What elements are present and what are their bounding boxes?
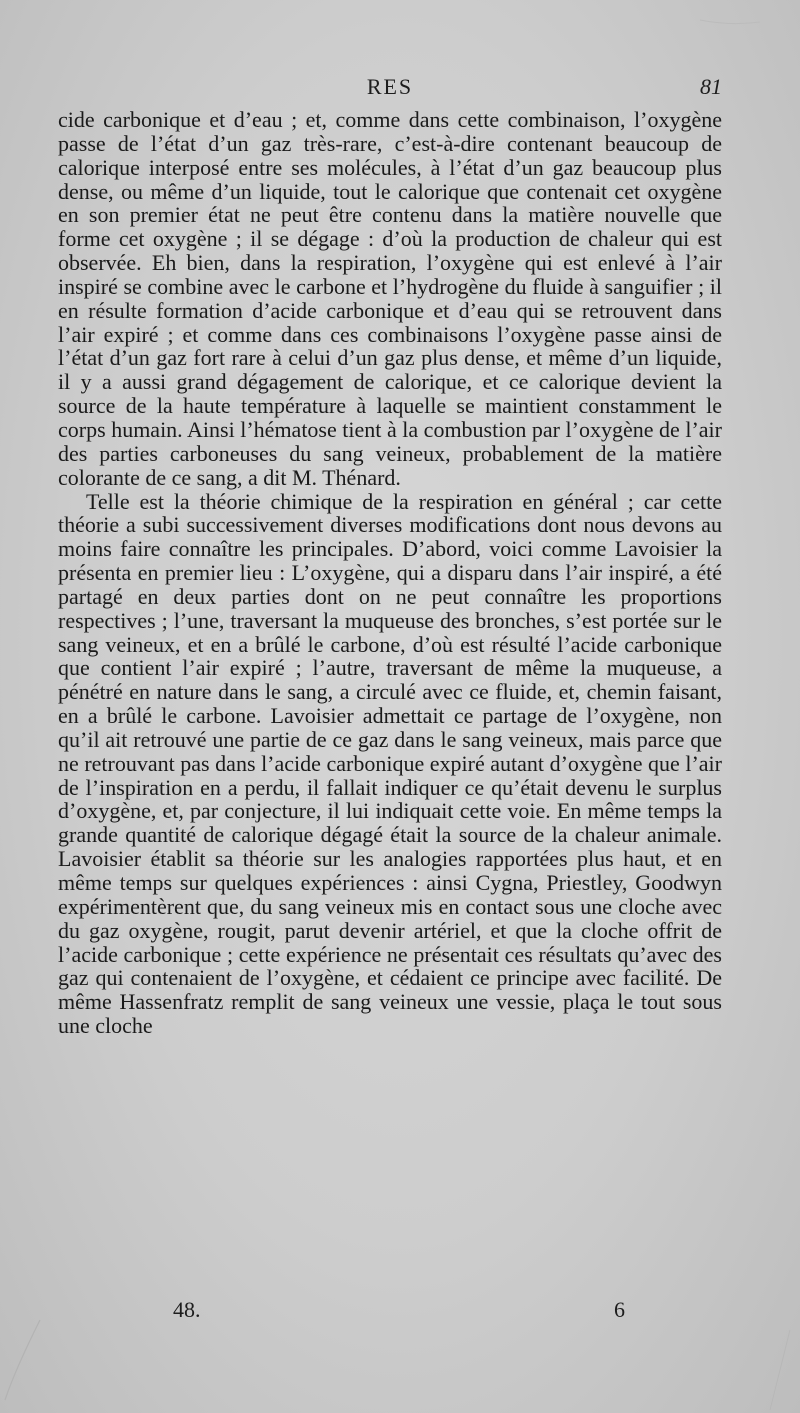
running-head: RES — [366, 74, 414, 99]
page-footer — [58, 1297, 722, 1327]
page-number: 81 — [700, 74, 722, 99]
signature-mark-left: 48. — [173, 1297, 201, 1322]
body-text — [58, 108, 722, 1038]
page-header — [58, 74, 722, 104]
signature-mark-right: 6 — [614, 1297, 625, 1322]
paragraph-1: cide carbonique et d’eau ; et, comme dans cette combinaison, l’oxygène passe de l’état d’un gaz très-rare, c’est-à-dire contenant beaucoup de calorique interposé entre ses molécules, à l’état d’un gaz beaucoup plus dense, ou même d’un liquide, tout le calorique que contenait cet oxygène en son premier état ne peut être contenu dans la matière nouvelle que forme cet oxygène ; il se dégage : d’où la production de chaleur qui est observée. Eh bien, dans la respiration, l’oxygène qui est enlevé à l’air inspiré se combine avec le carbone et l’hydrogène du fluide à sanguifier ; il en résulte formation d’acide carbonique et d’eau qui se retrouvent dans l’air expiré ; et comme dans ces combinaisons l’oxygène passe ainsi de l’état d’un gaz fort rare à celui d’un gaz plus dense, et même d’un liquide, il y a aussi grand dégagement de calorique, et ce calorique devient la source de la haute température à laquelle se maintient constamment le corps humain. Ainsi l’hématose tient à la combustion par l’oxygène de l’air des parties carboneuses du sang veineux, probablement de la matière colorante de ce sang, a dit M. Thénard. — [58, 107, 722, 490]
paragraph-2: Telle est la théorie chimique de la respiration en général ; car cette théorie a subi successivement diverses modifications dont nous devons au moins faire connaître les principales. D’abord, voici comme Lavoisier la présenta en premier lieu : L’oxygène, qui a disparu dans l’air inspiré, a été partagé en deux parties dont on ne peut connaître les proportions respectives ; l’une, traversant la muqueuse des bronches, s’est portée sur le sang veineux, et en a brûlé le carbone, d’où est résulté l’acide carbonique que contient l’air expiré ; l’autre, traversant de même la muqueuse, a pénétré en nature dans le sang, a circulé avec ce fluide, et, chemin faisant, en a brûlé le carbone. Lavoisier admettait ce partage de l’oxygène, non qu’il ait retrouvé une partie de ce gaz dans le sang veineux, mais parce que ne retrouvant pas dans l’acide carbonique expiré autant d’oxygène que l’air de l’inspiration en a perdu, il fallait indiquer ce qu’était devenu le surplus d’oxygène, et, par conjecture, il lui indiquait cette voie. En même temps la grande quantité de calorique dégagé était la source de la chaleur animale. Lavoisier établit sa théorie sur les analogies rapportées plus haut, et en même temps sur quelques expériences : ainsi Cygna, Priestley, Goodwyn expérimentèrent que, du sang veineux mis en contact sous une cloche avec du gaz oxygène, rougit, parut devenir artériel, et que la cloche offrit de l’acide carbonique ; cette expérience ne présentait ces résultats qu’avec des gaz qui contenaient de l’oxygène, et cédaient ce principe avec facilité. De même Hassenfratz remplit de sang veineux une vessie, plaça le tout sous une cloche — [58, 488, 722, 1039]
